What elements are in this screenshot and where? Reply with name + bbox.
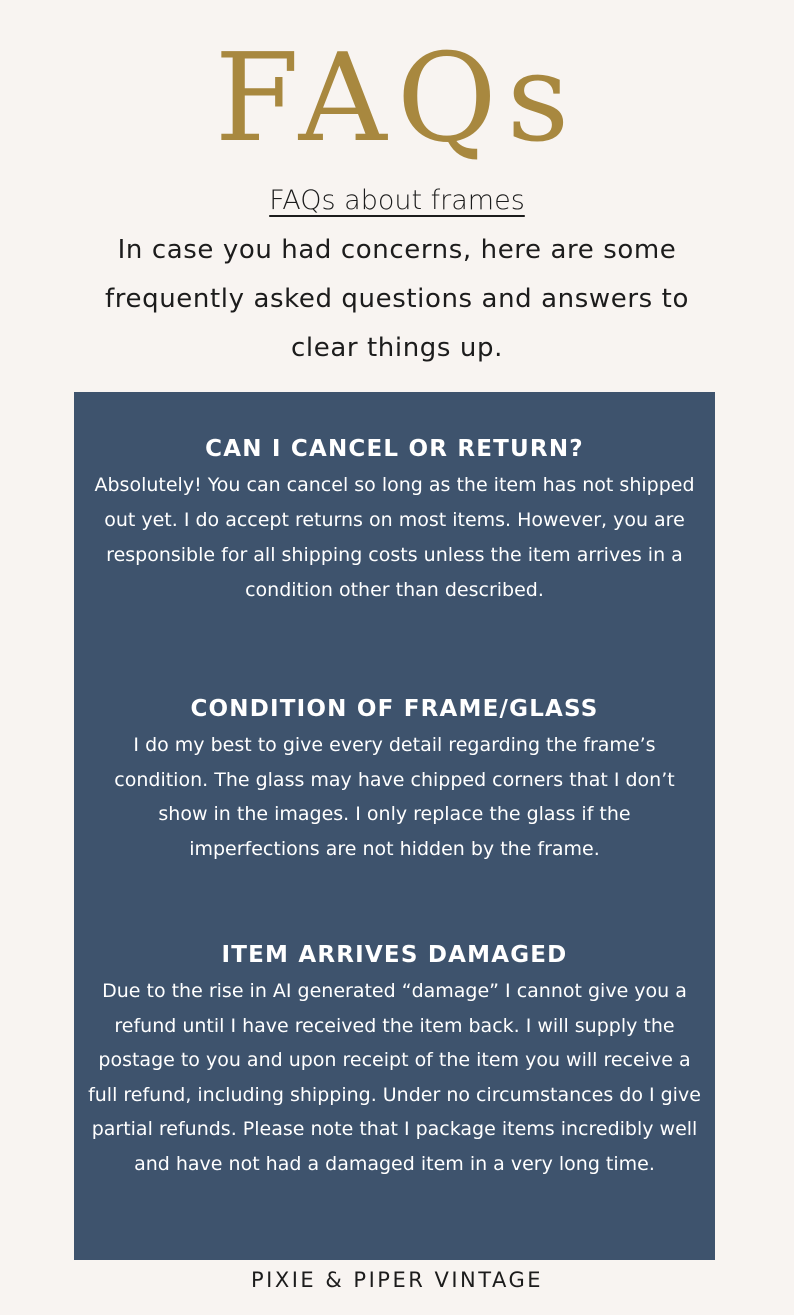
faq-item-cancel-return: [74, 434, 715, 608]
faq-item-condition: [74, 694, 715, 866]
faq-question: CONDITION OF FRAME/GLASS: [190, 696, 599, 722]
faq-answer: Absolutely! You can cancel so long as the item has not shipped out yet. I do accept returns on most items. However, you are responsible for all shipping costs unless the item arrives in a condition other than described.: [94, 474, 695, 601]
faq-answer: Due to the rise in AI generated “damage” I cannot give you a refund until I have received the item back. I will supply the postage to you and upon receipt of the item you will receive a full refund, including shipping. Under no circumstances do I give partial refunds. Please note that I package items incredibly well and have not had a damaged item in a very long time.: [88, 980, 701, 1175]
subtitle-faqs-about-frames: FAQs about frames: [269, 185, 525, 216]
faq-question: ITEM ARRIVES DAMAGED: [221, 942, 568, 968]
faq-item-damaged: [74, 940, 715, 1181]
brand-footer: PIXIE & PIPER VINTAGE: [251, 1268, 543, 1292]
faq-panel: [74, 392, 715, 1260]
page-title: FAQs: [214, 27, 580, 169]
intro-text: In case you had concerns, here are some frequently asked questions and answers to clear things up.: [105, 235, 689, 363]
faq-question: CAN I CANCEL OR RETURN?: [205, 436, 584, 462]
faq-answer: I do my best to give every detail regarding the frame’s condition. The glass may have chipped corners that I don’t show in the images. I only replace the glass if the imperfections are not hidden by the frame.: [114, 734, 675, 860]
